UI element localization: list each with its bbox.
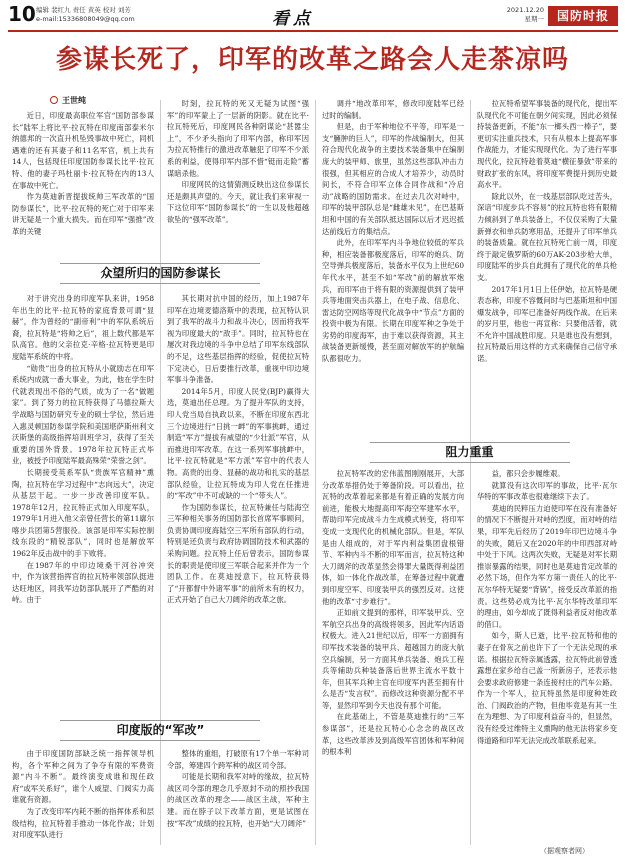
column-1-bottom (12, 748, 154, 841)
column-1-body (12, 293, 154, 606)
paragraph: 整体的重组，打破原有17个单一军种司令部，筹建四个跨军种的战区司令部。 (167, 749, 309, 770)
subhead-3: 阻力重重 (445, 445, 494, 459)
subhead-rule (60, 283, 260, 284)
paragraph: 此外，在印军军内斗争地位较低的军兵种，相应装备都极度落后，印军的炮兵、防空导弹兵极度落后，装备水平仅为上世纪60年代水平，甚至不如“军改”前的解放军炮兵，而印军由于将有限的资源提供到了装甲兵等地面突击兵器上，在电子战、信息化、雷达防空网络等现代化战争中“节点”方面的投资中极为有限。长期在印度军种之争处于劣势的印度海军，由于难以获得资源，其主战装备更新缓慢，甚至面对解放军的护航编队都很吃力。 (322, 238, 464, 364)
paragraph: 近日，印度最高职位军官“国防部参谋长”陆军上将比平·拉瓦特在印度南部泰米尔纳德邦的一次直升机坠毁事故中死亡，同机遇难的还有其妻子和11名军官，机上共有14人，包括现任印度国防参谋长比平·拉瓦特、他的妻子玛杜丽卡·拉瓦特在内的13人在事故中死亡。 (12, 111, 154, 190)
column-3-bottom (322, 468, 464, 758)
date-block (484, 6, 544, 24)
byline: 王世纯 (62, 95, 86, 105)
paragraph: 作为国防参谋长，拉瓦特兼任与陆海空三军种相关事务的国防部长首席军事顾问，负责协调印度海陆空三军所有部队的行动，特别是还负责与政府协调国防技术和武器的采购问题。拉瓦特上任后曾表示，国防参谋长的职责是使印度三军联合起来并作为一个团队工作。在莫迪授意下，拉瓦特获得了“开都督中外诸军事”的前所未有的权力，正式开始了自己大刀阔斧的改革之旅。 (167, 502, 309, 605)
paragraph: “勋贵”出身的拉瓦特从小就励志在印军系统内成就一番大事业，为此，他在学生时代就表现出不俗的气质，成为了一名“做题家”。到了努力的拉瓦特获得了马德拉斯大学战略与国防研究专业的硕士学位，然后进入惠灵顿国防参谋学院和美国堪萨斯州利文沃斯堡的高级指挥培训班学习，获得了至关重要的国外背景。1978年拉瓦特正式毕业，被授予印度陆军最高殊荣“荣誉之剑”。 (12, 363, 154, 466)
issue-weekday: 星期一 (524, 15, 544, 23)
paragraph: 2014年5月，印度人民党(BJP)赢得大选，莫迪出任总理。为了提升军队的支持，印人党当局自执政以来，不断在印度东西北三个边境进行“日挑一衅”的军事挑衅，通过制造“军方”提拔有威望的“少壮派”军官，从而推进印军改革。在这一系列军事挑衅中，比平·拉瓦特就是“军方派”军官中的代表人物。高贵的出身、显赫的战功和扎实的基层部队经验，让拉瓦特成为印人党在任推进的“军改”中不可或缺的一个“带头人”。 (167, 386, 309, 501)
editor-info (36, 6, 216, 24)
column-2-intro (167, 98, 309, 226)
column-divider (315, 100, 316, 845)
column-2-body (167, 293, 309, 606)
paragraph: 拉瓦特希望军事装备的现代化，提出军队现代化不可能在朝夕间实现，因此必须保持装备更新，不能“东一榔头西一棒子”，要更切实注重兵技术，只有从根本上提高军事作战能力，才能实现现代化。为了进行军事现代化，拉瓦特趁着莫迪“横征暴敛”带来的财政扩张的东风，将印度军费提升到历史最高水平。 (477, 99, 617, 190)
paragraph: 为了改变印军内耗不断的指挥体系和层级结构，拉瓦特着手推动一体化作战；计划对印度军队进行 (12, 806, 154, 840)
paragraph: 益，都只会步履维艰。 (491, 469, 565, 478)
paragraph: 就算没有这次印军的事故，比平·瓦尔华特的军事改革也很难继续下去了。 (477, 480, 617, 502)
subhead-1: 众望所归的国防参谋长 (100, 266, 221, 280)
paragraph: 莫迪的民粹压力迫使印军在没有准备好的情况下不断提升对峙的烈度，而对峙的结果，印军先后经历了2019年印巴边境斗争的失败，随后又在2020年的中印西部对峙中处于下风。这两次失败，无疑是对军长期推崇暴露的结果，同时也是莫迪肯定改革的必然下场，但作为军方第一责任人的比平·瓦尔华特无疑要“背锅”，接受反改革派的指责。这些势必成为比平·瓦尔华特改革印军的理由，如今却成了既得利益者反对他改革的借口。 (477, 503, 617, 629)
column-4-body (477, 98, 617, 365)
editor-email: e-mail:15336808049@qq.com (36, 15, 135, 23)
subhead-rule (370, 462, 570, 463)
paragraph: 拉瓦特军改的宏伟蓝图刚刚展开，大部分改革举措仍处于筹备阶段。可以看出，拉瓦特的改革着起来都是有着正确的发展方向前进，能极大地提高印军海空军建军水平，帮助印军完成战斗力生成模式转变，将印军变成一支现代化的机械化部队。但是，军队是由人组成的，对于军内利益集团盘根错节、军种内斗不断的印军而言，拉瓦特这种大刀阔斧的改革显然会得罪大量既得利益团体，如一体化作战改革，在筹备过程中就遭到印度空军、印度装甲兵的强烈反对。这使他的改革“寸步难行”。 (322, 469, 464, 606)
paragraph: 时刻，拉瓦特的死又无疑为试图“强军”的印军蒙上了一层新的阴影。就在比平·拉瓦特死后，印度网民各种阴谋论“甚嚣尘上”，不少矛头指向了印军内部，称印军因为拉瓦特推行的激进改革触犯了印军不少派系的利益，使得印军内部不惜“铤而走险”蓄谋暗杀他。 (167, 99, 309, 178)
newspaper-logo: 国防时报 (548, 6, 618, 26)
paragraph: 长期接受英系军队“贵族军官精神”熏陶，拉瓦特在学习过程中“志向远大”，决定从基层干起。一步一步改善印度军队。1978年12月，拉瓦特正式加入印度军队，1979年1月进入他父亲曾任营长的第11廓尔喀步兵团第5营服役。该部是印军实际控制线东段的“精锐部队”，同时也是解放军1962年反击战中的手下败将。 (12, 467, 154, 559)
paragraph: 其长期对抗中国的经历，加上1987年印军在边境麦德洛斯中的表现，拉瓦特认识到了我军的战斗力和战斗决心，因而将我军视为印度最大的“敌手”。同时，拉瓦特也在屡次对我边境的斗争中总结了印军东线部队的不足，这些基层指挥的经验，促使拉瓦特下定决心，日后要推行改革，重视中印边境军事斗争准备。 (167, 294, 309, 385)
paragraph: 除此以外，在一线基层部队吃过苦头，深谙“印度步兵不容易”的拉瓦特也将有限精力倾斜到了单兵装备上，不仅仅采购了大量新弹衣和单兵防寒用品，还提升了印军单兵的装备质量。就在拉瓦特死亡前一周，印度终于敲定俄罗斯的60万AK-203步枪大单，印度陆军的步兵自此拥有了现代化的单兵枪支。 (477, 191, 617, 282)
column-1-intro (12, 110, 154, 238)
subhead-rule (60, 740, 260, 741)
paragraph: 作为莫迪新晋提拔统帅三军改革的“国防参谋长”，比平·拉瓦特的死亡对于印军来讲无疑是一个重大损失。而在印军“强推”改革的关键 (12, 192, 154, 236)
paragraph: 正如前文提到的那样，印军装甲兵、空军航空兵出身的高级将领多，因此军内话语权极大。进入21世纪以后，印军一方面拥有印军技术装备的装甲兵、超越国力的庞大航空兵编制，另一方面其单兵装备、炮兵工程兵等辅助兵种装备落后世界主流水平数十年，但其军兵种主官在印度军内甚至拥有什么是否“发言权”。而修改这种资源分配不平等，显然印军到今天也没有那个可能。 (322, 608, 464, 710)
paragraph: 印度网民的这情猜测反映出这位参谋长还是颇具声望的。今天，就让我们来审视一下这位印军“国防参谋长”的一生以及他超越欲坠的“强军改革”。 (167, 180, 309, 224)
paragraph: 2017年1月1日上任伊始，拉瓦特是硬表态称，印度不容慨问时与巴基斯坦和中国爆发战争，印军已准备好两线作战。在后来的岁月里，他也一再宣称：只要他活着，就不允许中国战胜印度。只是谁也没有想到，拉瓦特最后用这样的方式来确保自己信守承诺。 (477, 284, 617, 364)
section-title: 看点 (272, 9, 314, 29)
paragraph: 但是，由于军种地位不平等，印军是一支“臃肿的巨人”，印军的作战编制大，但其符合现代化战争的主要技术装备集中在编制庞大的装甲师、旅里，虽然这些部队冲击力很强，但其相应的合成人才培养少，动员时间长，不符合印军立体合同作战和“冷启动”战略的国防需求。在过去几次对峙中，印军的装甲部队总是“雌雄未见”，在巴基斯坦和中国的有关部队抵达国际以后才迟迟抵达前线后方的集结点。 (322, 122, 464, 236)
paragraph: 由于印度国防部缺乏统一指挥领导机构，各个军种之间为了争夺有限的军费资源“内斗不断”。最终演变成谁和现任政府“或军关系好”，谁个人威望、门阀实力高谁就有资源。 (12, 749, 154, 805)
masthead (0, 0, 625, 34)
paragraph: 可能是长期和我军对峙的缘故，拉瓦特战区司令部的理念几乎原封不动的照抄我国的战区改革的理念——战区主战，军种主建。而在脖子以下改革方面，更是试图在按“军改”成绩的拉瓦特，也开始“大刀阔斧” (167, 772, 309, 828)
paragraph: 对于讲究出身的印度军队来讲，1958年出生的比平·拉瓦特的家庭背景可谓“显赫”，作为曾经的“副帝利”中的军队系统后裔，拉瓦特是“将帅之后”，祖上数代都是军队高官。他的父亲拉克·辛格·拉瓦特更是印度陆军系统的中将。 (12, 294, 154, 361)
paragraph: 如今，斯人已逝，比平·拉瓦特和他的妻子在骨灰之前也许下了一个无法兑现的承诺。根据拉瓦特亲属透露，拉瓦特此前曾透露想在家乡给自己盖一所新房子，还表示他会要求政府修建一条连接村庄的汽车公路。作为一个军人，拉瓦特虽然是印度种姓政治、门阀政治的产物，但他毕竟是有其一生在为理想、为了印度利益奋斗的，但显然，没有经受过维特主义熏陶的他无法将家乡变得道路和印军无法完成改革联系起来。 (477, 631, 617, 745)
column-2-bottom (167, 748, 309, 829)
column-divider (470, 100, 471, 845)
page-number: 10 (8, 2, 36, 26)
paragraph: 在此基础上，不管是莫迪推行的“三军参谋部”，还是拉瓦特心心念念的战区改革，这些改革涉及到高级军官团体和军种间的根本利 (322, 712, 464, 757)
headline: 参谋长死了，印军的改革之路会人走茶凉吗 (55, 45, 569, 75)
subhead-2: 印度版的“军改” (116, 723, 205, 737)
column-4-bottom (477, 468, 617, 746)
source-credit: （据观察者网） (540, 847, 589, 855)
editor-line: 编辑 裴红九 责任 黄英 校对 刘芳 (36, 6, 131, 14)
header-rule (8, 30, 618, 32)
issue-date: 2021.12.20 (506, 6, 544, 14)
paragraph: 调并“地改革印军，修改印度陆军已经过时的编制。 (322, 99, 464, 120)
paragraph: 在1987年的中印边境桑干河谷冲突中，作为该营指挥官的拉瓦特率领部队挺进达旺地区，同我军边防部队展开了严酷的对峙。由于 (12, 560, 154, 605)
byline-bullet-icon (50, 96, 58, 104)
column-3-body (322, 98, 464, 365)
